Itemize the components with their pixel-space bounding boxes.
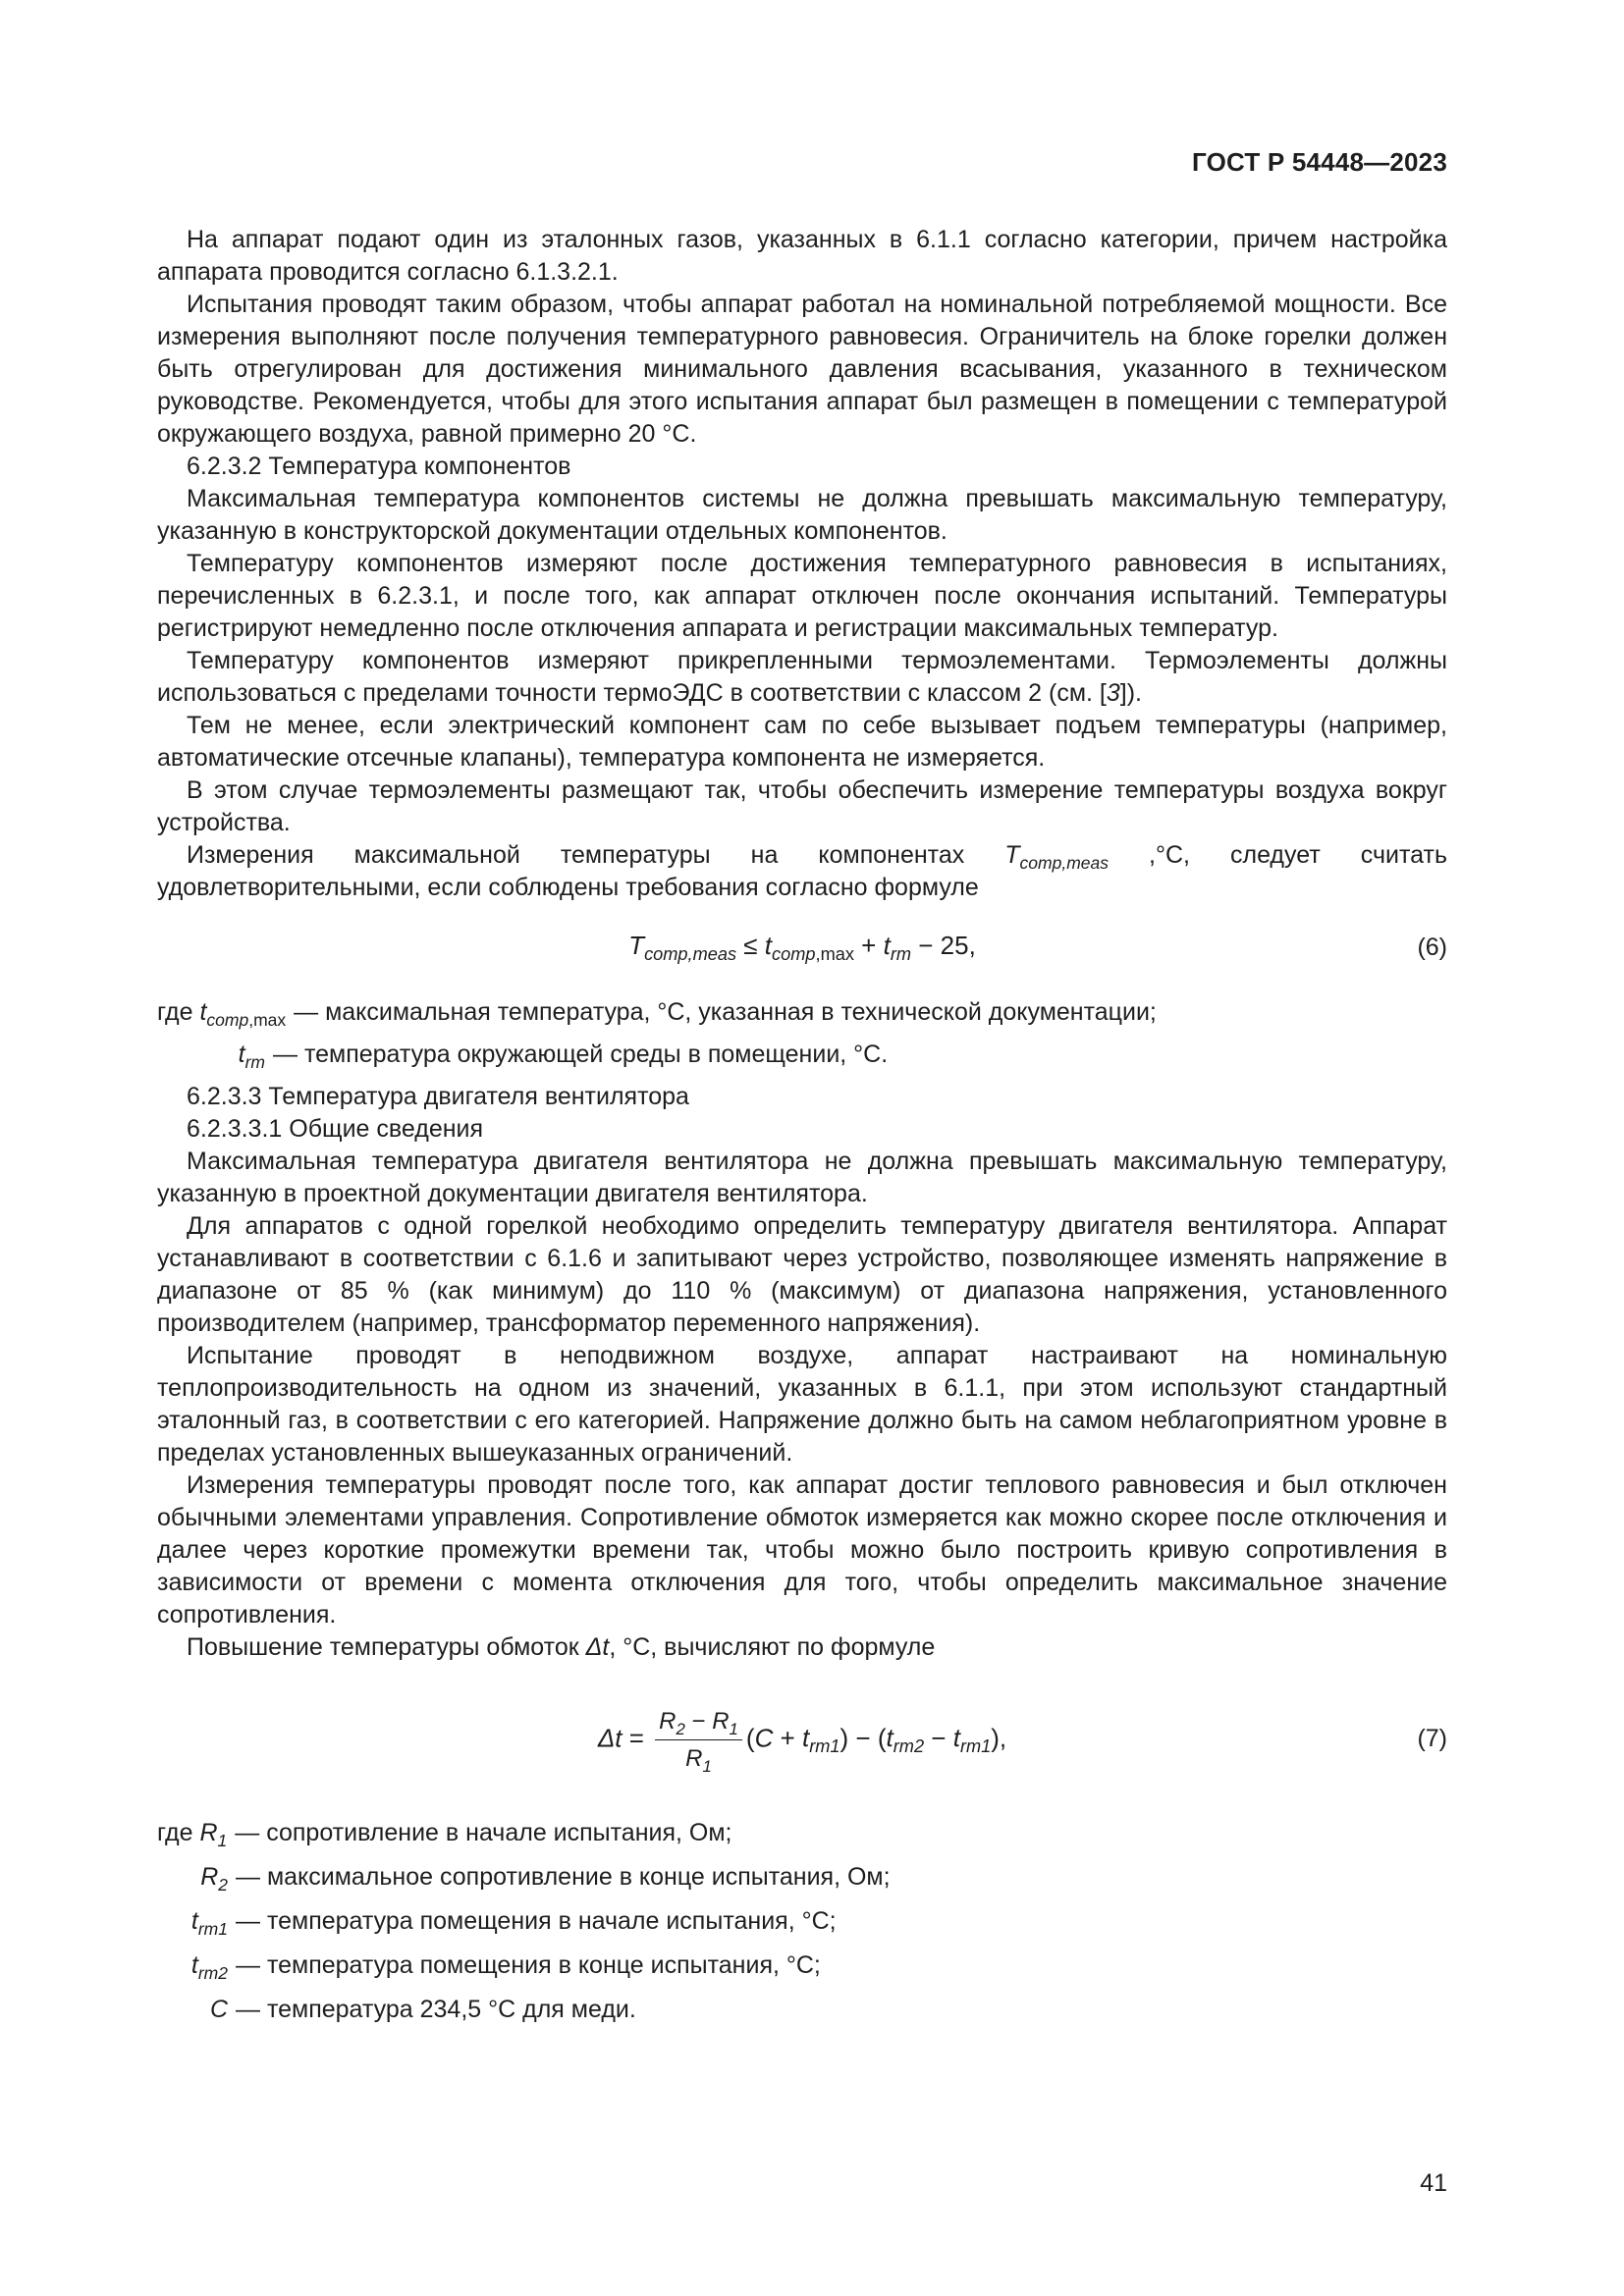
where-item: C — температура 234,5 °С для меди. [209,1996,636,2023]
fraction: $\frac{R_2 - R_1}{R_1}$ [655,1705,742,1775]
formula-7-expression: Δt = $\frac{R_2 - R_1}{R_1}$ $(C + t_{rm1}) - (t_{rm2} - t_{rm1})$, [157,1705,1447,1775]
paragraph: На аппарат подают один из эталонных газов, указанных в 6.1.1 согласно категории, причем настройка аппарата проводится согласно 6.1.3.2.1. [157,226,1447,286]
where-list-6 [157,996,1447,1071]
symbol-t-comp-meas: $T_{comp,meas}$ [1004,841,1109,873]
paragraph: Испытание проводят в неподвижном воздухе, аппарат настраивают на номинальную теплопроизводительность на одном из значений, указанных в 6.1.1, при этом используют стандартный эталонный газ, в соответствии с его категорией. Напряжение должно быть на самом неблагоприятном уровне в пределах установленных вышеуказанных ограничений. [157,1342,1447,1467]
formula-6-expression: $T_{comp,meas} \le t_{comp,max} + t_{rm} - 25$, [628,931,976,964]
page-number: 41 [1420,2169,1447,2197]
symbol-delta-t: Δt [585,1633,610,1661]
section-heading-6-2-3-3: 6.2.3.3 Температура двигателя вентилятора [187,1083,689,1110]
formula-7-number: (7) [1417,1725,1447,1752]
section-heading-6-2-3-2: 6.2.3.2 Температура компонентов [187,453,571,480]
reference-link: 3 [1106,679,1120,707]
paragraph: В этом случае термоэлементы размещают так, чтобы обеспечить измерение температуры воздуха вокруг устройства. [157,776,1447,836]
where-item: где $R_1$ — сопротивление в начале испытания, Ом; [157,1819,732,1850]
where-item: $R_2$ — максимальное сопротивление в конце испытания, Ом; [200,1863,891,1895]
section-heading-6-2-3-3-1: 6.2.3.3.1 Общие сведения [187,1115,484,1143]
paragraph: Измерения температуры проводят после того, как аппарат достиг теплового равновесия и был отключен обычными элементами управления. Сопротивление обмоток измеряется как можно скорее после отключения и далее через короткие промежутки времени так, чтобы можно было построить кривую сопротивления в зависимости от времени с момента отключения для того, чтобы определить максимальное значение сопротивления. [157,1471,1447,1629]
paragraph: Максимальная температура двигателя вентилятора не должна превышать максимальную температуру, указанную в проектной документации двигателя вентилятора. [157,1148,1447,1207]
formula-6-number: (6) [1417,934,1447,961]
document-body [157,224,1447,2038]
paragraph: Для аппаратов с одной горелкой необходимо определить температуру двигателя вентилятора. Аппарат устанавливают в соответствии с 6.1.6 и запитывают через устройство, позволяющее изменять напряжение в диапазоне от 85 % (как минимум) до 110 % (максимум) от диапазона напряжения, установленного производителем (например, трансформатор переменного напряжения). [157,1212,1447,1337]
where-list-7 [157,1817,1447,2026]
where-item: $t_{rm1}$ — температура помещения в начале испытания, °С; [190,1907,837,1939]
where-item: $t_{rm}$ — температура окружающей среды в помещении, °С. [238,1041,889,1072]
paragraph-thermoelements: Температуру компонентов измеряют прикрепленными термоэлементами. Термоэлементы должны использоваться с пределами точности термоЭДС в соответствии с классом 2 (см. [3]). [157,647,1447,707]
document-header: ГОСТ Р 54448—2023 [1192,147,1447,177]
paragraph: Тем не менее, если электрический компонент сам по себе вызывает подъем температуры (например, автоматические отсечные клапаны), температура компонента не измеряется. [157,712,1447,772]
where-item: где $t_{comp,max}$ — максимальная температура, °С, указанная в технической документации; [157,998,1157,1030]
formula-7 [157,1693,1447,1784]
paragraph-delta: Повышение температуры обмоток Δt, °С, вычисляют по формуле [187,1633,936,1661]
paragraph: Максимальная температура компонентов системы не должна превышать максимальную температуру, указанную в конструкторской документации отдельных компонентов. [157,485,1447,545]
paragraph: Температуру компонентов измеряют после достижения температурного равновесия в испытаниях, перечисленных в 6.2.3.1, и после того, как аппарат отключен после окончания испытаний. Температуры регистрируют немедленно после отключения аппарата и регистрации максимальных температур. [157,550,1447,642]
paragraph-measurement: Измерения максимальной температуры на компонентах $T_{comp,meas}$ ,°С, следует считать удовлетворительными, если соблюдены требования согласно формуле [157,841,1448,901]
formula-6 [157,920,1447,979]
where-item: $t_{rm2}$ — температура помещения в конце испытания, °С; [190,1951,821,1983]
paragraph: Испытания проводят таким образом, чтобы аппарат работал на номинальной потребляемой мощности. Все измерения выполняют после получения температурного равновесия. Ограничитель на блоке горелки должен быть отрегулирован для достижения минимального давления всасывания, указанного в техническом руководстве. Рекомендуется, чтобы для этого испытания аппарат был размещен в помещении с температурой окружающего воздуха, равной примерно 20 °С. [157,291,1447,448]
